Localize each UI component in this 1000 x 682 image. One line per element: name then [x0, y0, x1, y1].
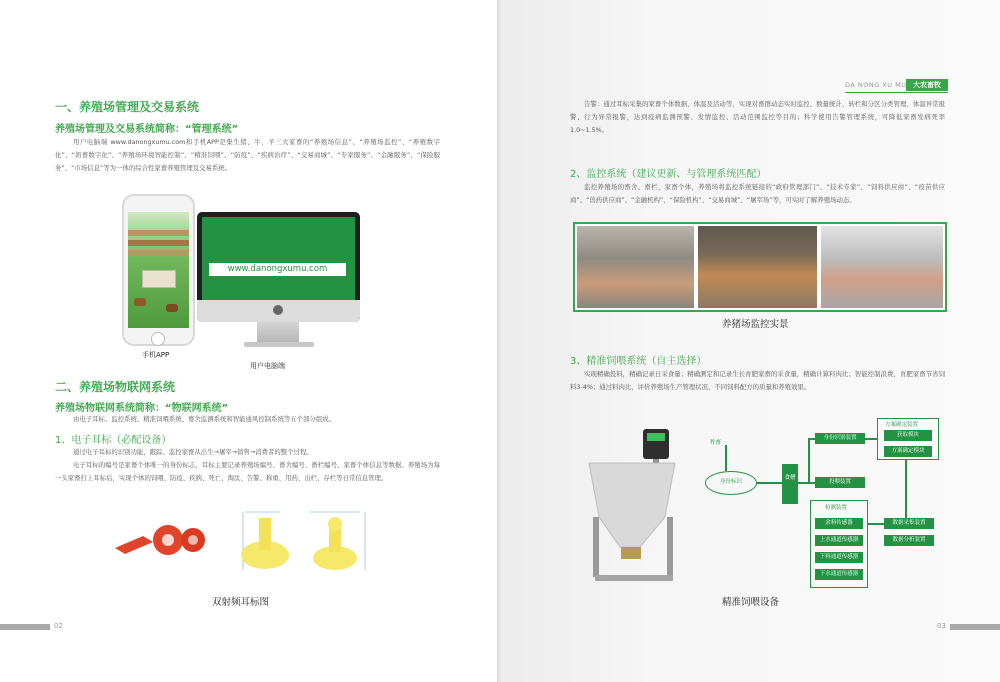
fc-formula-module: 方案确定模块 — [884, 446, 932, 457]
fc-connector — [808, 438, 810, 482]
ear-tag-diagram — [225, 500, 375, 580]
left-footer-bar — [0, 624, 50, 630]
fc-detect-group-label: 检测装置 — [825, 505, 848, 511]
feeding-body: 实现精确投料，精确记录日采食量；精确测定和记录生长育肥家畜的采食量，精确计算料肉比；智能控制浪费，育肥家畜节省饲料3-4%；通过料肉比，评价养殖场生产管理状况、不同饲料配方的质量和养殖效果。 — [570, 370, 945, 391]
fc-data-analysis: 数据分析装置 — [884, 535, 934, 546]
phone-home-button — [151, 332, 165, 346]
brand-underline — [845, 92, 948, 93]
monitoring-body: 监控养殖场的畜舍、畜栏、家畜个体，养殖场将监控系统链接的“政府管理部门”、“技术专家”、“饲料供应商”、“疫苗供应商”、“兽药供应商”、“金融机构”、“保险机构”、“交易商城”、“屠宰场”等，可实时了解养殖场动态。 — [570, 183, 945, 204]
fc-get-module: 获取模块 — [884, 430, 932, 441]
fc-connector — [865, 438, 877, 440]
brand-english: DA NONG XU MU — [845, 81, 907, 89]
fc-id-recognition: 身份识别装置 — [815, 433, 865, 444]
section2-body: 由电子耳标、监控系统、精准饲喂系统、畜舍监测系统和智能通风控制系统等五个部分组成。 — [73, 415, 336, 423]
fc-identity-tag: 身份标识 — [705, 471, 757, 495]
ear-tag-body-2: 电子耳标的编号是家畜个体唯一的身份标志，耳标主要记录养殖场编号、畜舍编号、畜栏编号、家畜个体信息等数据。养殖场为每一头家畜打上耳标后，实现个体的饲喂、防疫、疾病、死亡、淘汰、告警、称重、用药、出栏、存栏等日常信息管理。 — [55, 461, 440, 482]
brand-logo: 大农畜牧 — [906, 79, 948, 91]
fc-upper-sensor: 上水通道传感器 — [815, 535, 863, 546]
pig-house-photo — [821, 226, 943, 308]
fc-lower-sensor: 下料通道传感器 — [815, 552, 863, 563]
feeder-caption: 精准饲喂设备 — [722, 597, 780, 608]
fc-feeding-device: 投喂装置 — [815, 477, 865, 488]
cow-illustration — [166, 304, 178, 312]
barn-illustration — [142, 270, 176, 288]
section2-subtitle: 养殖场物联网系统简称：“物联网系统” — [55, 403, 229, 414]
fc-connector — [725, 445, 727, 471]
feeder-machine-image — [585, 425, 685, 590]
alarm-body: 告警：通过耳标采集的家畜个体数据、体温及活动等，实现对畜群动态实时监控、数量统计、转栏和分区分类管理、体温异常报警、行为异常报警，达到疫病监测预警、发情监控、活动范围监控等目的；科学使用告警管理系统，可降低家畜发病死率1.0~1.5%。 — [570, 100, 945, 134]
monitoring-title: 2、监控系统（建议更新、与管理系统匹配） — [570, 169, 767, 180]
pig-pen-photo — [577, 226, 694, 308]
cattle-photo — [698, 226, 817, 308]
section1-body: 用户电脑端 www.danongxumu.com和手机APP是集生猪、牛、羊三大家畜的“养殖场信息”、“养殖场监控”、“养殖数字化”、“奶畜数字化”、“养殖场环境智能控制”、“精准饲喂”、“防疫”、“疾病治疗”、“交易商城”、“专家服务”、“金融服务”、“保险服务”、“市场信息”等为一体的综合性家畜养殖管理及交易系统。 — [55, 138, 440, 172]
farm-field-stripe — [128, 250, 189, 256]
section1-title: 一、养殖场管理及交易系统 — [55, 100, 200, 114]
fc-connector — [868, 523, 884, 525]
ear-tag-title: 1、电子耳标（必配设备） — [55, 435, 172, 446]
website-url: www.danongxumu.com — [209, 263, 346, 276]
phone-caption: 手机APP — [142, 351, 170, 359]
right-page-number: 03 — [937, 622, 946, 630]
photo-caption: 养猪场监控实景 — [722, 319, 789, 330]
apple-logo-icon — [273, 305, 283, 315]
left-page-number: 02 — [54, 622, 63, 630]
fc-lower-water-sensor: 下水通道传感器 — [815, 569, 863, 580]
red-ear-tag-image — [113, 518, 208, 560]
farm-field-stripe — [128, 240, 189, 246]
section2-title: 二、养殖场物联网系统 — [55, 380, 176, 394]
pc-caption: 用户电脑端 — [250, 362, 285, 370]
fc-formula-group-label: 方案确定装置 — [885, 422, 919, 428]
fc-livestock-label: 牲畜 — [710, 440, 722, 446]
ear-tag-body-1: 通过电子耳标的识别功能，跟踪、监控家畜从出生→屠宰→销售→消费者的整个过程。 — [73, 448, 313, 456]
fc-connector — [905, 460, 907, 518]
farm-field-stripe — [128, 230, 189, 236]
phone-app-screen — [128, 212, 189, 328]
fc-connector — [798, 482, 815, 484]
monitor-stand — [257, 322, 299, 344]
fc-feeding-trough: 食槽 — [782, 464, 798, 504]
cow-illustration — [134, 298, 146, 306]
fc-remain-sensor: 余料传感器 — [815, 518, 863, 529]
section1-subtitle: 养殖场管理及交易系统简称：“管理系统” — [55, 124, 239, 135]
monitor-screen — [202, 217, 355, 313]
monitor-base — [244, 342, 314, 347]
feeding-title: 3、精准饲喂系统（自主选择） — [570, 356, 707, 367]
ear-tag-caption: 双射频耳标图 — [212, 597, 270, 608]
right-footer-bar — [950, 624, 1000, 630]
fc-data-collect: 数据采集装置 — [884, 518, 934, 529]
fc-connector — [808, 438, 815, 440]
fc-connector — [757, 482, 782, 484]
